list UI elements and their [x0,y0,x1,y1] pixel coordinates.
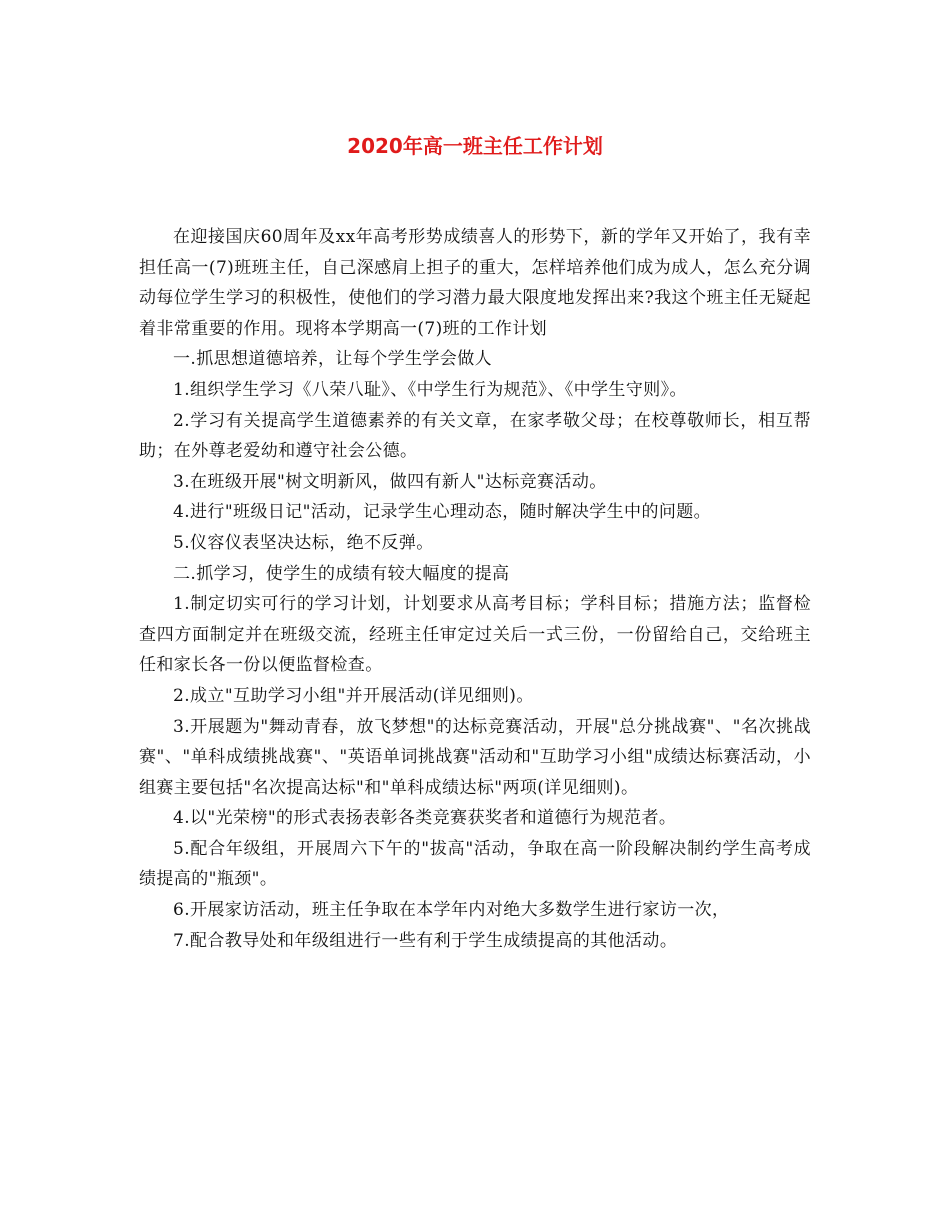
list-item: 7.配合教导处和年级组进行一些有利于学生成绩提高的其他活动。 [173,930,678,951]
list-item: 5.配合年级组，开展周六下午的"拔高"活动，争取在高一阶段解决制约学生高考成绩提高的"瓶颈"。 [139,838,811,890]
section-heading-study: 二.抓学习，使学生的成绩有较大幅度的提高 [173,563,510,584]
document-title: 2020年高一班主任工作计划 [347,134,603,158]
document-body [139,222,811,956]
list-item: 2.成立"互助学习小组"并开展活动(详见细则)。 [173,685,534,706]
list-item: 1.制定切实可行的学习计划，计划要求从高考目标；学科目标；措施方法；监督检查四方面制定并在班级交流，经班主任审定过关后一式三份，一份留给自己，交给班主任和家长各一份以便监督检查。 [139,594,811,676]
intro-paragraph: 在迎接国庆60周年及xx年高考形势成绩喜人的形势下，新的学年又开始了，我有幸担任高一(7)班班主任，自己深感肩上担子的重大，怎样培养他们成为成人，怎么充分调动每位学生学习的积极性，使他们的学习潜力最大限度地发挥出来?我这个班主任无疑起着非常重要的作用。现将本学期高一(7)班的工作计划 [139,227,811,339]
list-item: 5.仪容仪表坚决达标，绝不反弹。 [173,532,434,553]
section-heading-moral: 一.抓思想道德培养，让每个学生学会做人 [173,349,493,370]
list-item: 2.学习有关提高学生道德素养的有关文章，在家孝敬父母；在校尊敬师长，相互帮助；在外尊老爱幼和遵守社会公德。 [139,410,811,462]
list-item: 3.开展题为"舞动青春，放飞梦想"的达标竞赛活动，开展"总分挑战赛"、"名次挑战赛"、"单科成绩挑战赛"、"英语单词挑战赛"活动和"互助学习小组"成绩达标赛活动，小组赛主要包括"名次提高达标"和"单科成绩达标"两项(详见细则)。 [139,716,811,798]
list-item: 4.以"光荣榜"的形式表扬表彰各类竞赛获奖者和道德行为规范者。 [173,808,677,829]
list-item: 6.开展家访活动，班主任争取在本学年内对绝大多数学生进行家访一次， [173,900,730,921]
list-item: 4.进行"班级日记"活动，记录学生心理动态，随时解决学生中的问题。 [173,502,712,523]
list-item: 1.组织学生学习《八荣八耻》、《中学生行为规范》、《中学生守则》。 [173,379,687,400]
list-item: 3.在班级开展"树文明新风，做四有新人"达标竞赛活动。 [173,471,607,492]
